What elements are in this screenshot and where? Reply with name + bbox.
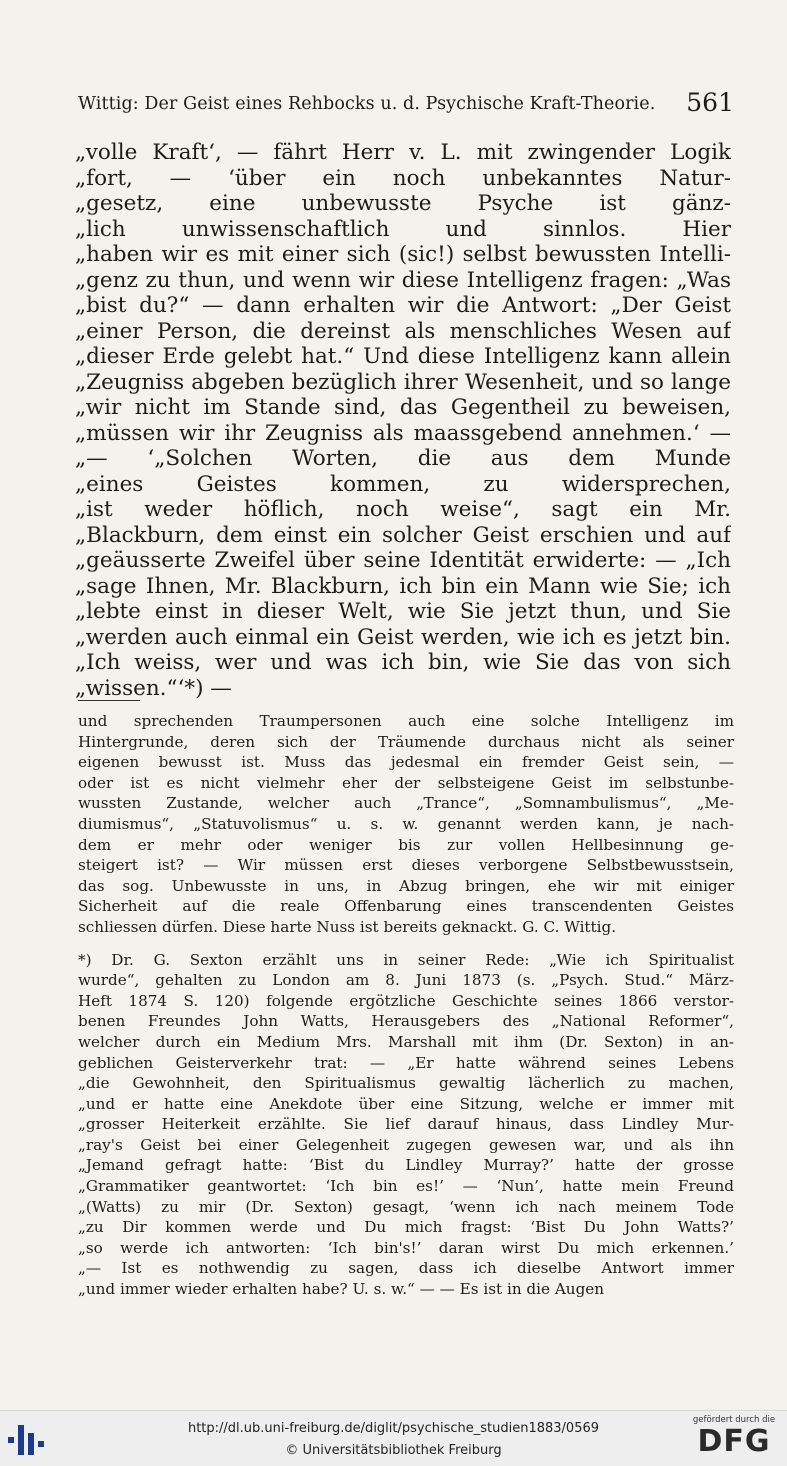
footnote-line: Sicherheit auf die reale Offenbarung eines transcendenten Geistes xyxy=(78,897,734,916)
text-line: „lich unwissenschaftlich und sinnlos. Hier xyxy=(75,216,731,242)
text-line: „genz zu thun, und wenn wir diese Intelligenz fragen: „Was xyxy=(75,267,731,293)
footnote-line: Heft 1874 S. 120) folgende ergötzliche Geschichte seines 1866 verstor- xyxy=(78,991,734,1010)
text-line: „wir nicht im Stande sind, das Gegentheil zu beweisen, xyxy=(75,395,731,420)
dfg-tagline: gefördert durch die xyxy=(692,1415,776,1425)
footnote-line: „zu Dir kommen werde und Du mich fragst: ‘Bist Du John Watts?’ xyxy=(78,1218,734,1237)
text-line: „volle Kraft‘, — fährt Herr v. L. mit zwingender Logik xyxy=(75,140,731,165)
footnote-line: „Grammatiker geantwortet: ‘Ich bin es!’ — ‘Nun’, hatte mein Freund xyxy=(78,1177,734,1196)
page-number: 561 xyxy=(686,88,734,117)
text-line: „sage Ihnen, Mr. Blackburn, ich bin ein Mann wie Sie; ich xyxy=(75,573,731,599)
text-line: „gesetz, eine unbewusste Psyche ist gänz- xyxy=(75,191,731,216)
footnote-line: Hintergrunde, deren sich der Träumende durchaus nicht als seiner xyxy=(78,732,734,751)
copyright-notice: © Universitätsbibliothek Freiburg xyxy=(285,1443,502,1458)
text-line: „wissen.“‘*) — xyxy=(75,675,232,701)
footnote-star xyxy=(78,950,734,1300)
footnote-line: „und er hatte eine Anekdote über eine Sitzung, welche er immer mit xyxy=(78,1094,734,1113)
text-line: „haben wir es mit einer sich (sic!) selbst bewussten Intelli- xyxy=(75,242,731,267)
text-line: „bist du?“ — dann erhalten wir die Antwort: „Der Geist xyxy=(75,293,731,318)
footnote-line: „so werde ich antworten: ‘Ich bin's!’ daran wirst Du mich erkennen.’ xyxy=(78,1238,734,1257)
text-line: „— ‘„Solchen Worten, die aus dem Munde xyxy=(75,446,731,471)
footnote-line: „grosser Heiterkeit erzählte. Sie lief darauf hinaus, dass Lindley Mur- xyxy=(78,1115,734,1134)
page-url-link[interactable]: http://dl.ub.uni-freiburg.de/diglit/psychische_studien1883/0569 xyxy=(187,1421,600,1436)
main-text xyxy=(75,140,731,701)
footnote-line: diumismus“, „Statuvolismus“ u. s. w. genannt werden kann, je nach- xyxy=(78,814,734,833)
dfg-wordmark: DFG xyxy=(697,1424,771,1459)
text-line: „Ich weiss, wer und was ich bin, wie Sie das von sich xyxy=(75,650,731,675)
text-line: „Blackburn, dem einst ein solcher Geist erschien und auf xyxy=(75,522,731,548)
footnote-line: „und immer wieder erhalten habe? U. s. w.“ — — Es ist in die Augen xyxy=(78,1280,605,1299)
footnote-line: dem er mehr oder weniger bis zur vollen Hellbesinnung ge- xyxy=(78,835,734,854)
footnote-line: „— Ist es nothwendig zu sagen, dass ich dieselbe Antwort immer xyxy=(78,1259,734,1278)
footnote-line: oder ist es nicht vielmehr eher der selbsteigene Geist im selbstunbe- xyxy=(78,773,734,792)
viewer-footer xyxy=(0,1410,787,1466)
footnote-continuation xyxy=(78,711,734,938)
text-line: „müssen wir ihr Zeugniss als maassgebend annehmen.‘ — xyxy=(75,420,731,446)
footnote-line: „die Gewohnheit, den Spiritualismus gewaltig lächerlich zu machen, xyxy=(78,1074,734,1093)
footnote-line: steigert ist? — Wir müssen erst dieses verborgene Selbstbewusstsein, xyxy=(78,856,734,875)
text-line: „ist weder höflich, noch weise“, sagt ein Mr. xyxy=(75,497,731,522)
text-line: „dieser Erde gelebt hat.“ Und diese Intelligenz kann allein xyxy=(75,344,731,369)
footnote-line: „(Watts) zu mir (Dr. Sexton) gesagt, ‘wenn ich nach meinem Tode xyxy=(78,1197,734,1216)
footnote-line: benen Freundes John Watts, Herausgebers des „National Reformer“, xyxy=(78,1012,734,1031)
footnote-line: wussten Zustande, welcher auch „Trance“, „Somnambulismus“, „Me- xyxy=(78,794,734,813)
text-line: „lebte einst in dieser Welt, wie Sie jetzt thun, und Sie xyxy=(75,599,731,624)
running-title: Wittig: Der Geist eines Rehbocks u. d. Psychische Kraft-Theorie. xyxy=(78,94,656,114)
text-line: „werden auch einmal ein Geist werden, wie ich es jetzt bin. xyxy=(75,624,731,650)
footnote-line: das sog. Unbewusste in uns, in Abzug bringen, ehe wir mit einiger xyxy=(78,876,734,895)
footnote-line: „ray's Geist bei einer Gelegenheit zugegen gewesen war, und als ihn xyxy=(78,1135,734,1154)
dfg-logo xyxy=(689,1415,779,1463)
text-line: „Zeugniss abgeben bezüglich ihrer Wesenheit, und so lange xyxy=(75,369,731,395)
footnote-line: „Jemand gefragt hatte: ‘Bist du Lindley Murray?’ hatte der grosse xyxy=(78,1156,734,1175)
footnote-line: und sprechenden Traumpersonen auch eine solche Intelligenz im xyxy=(78,712,734,730)
footnote-line: schliessen dürfen. Diese harte Nuss ist bereits geknackt. G. C. Wittig. xyxy=(78,917,617,936)
footnote-line: wurde“, gehalten zu London am 8. Juni 1873 (s. „Psych. Stud.“ März- xyxy=(78,971,734,990)
text-line: „fort, — ‘über ein noch unbekanntes Natur- xyxy=(75,165,731,191)
text-line: „eines Geistes kommen, zu widersprechen, xyxy=(75,471,731,497)
footnote-line: eigenen bewusst ist. Muss das jedesmal ein fremder Geist sein, — xyxy=(78,753,734,772)
footnote-separator xyxy=(78,700,140,701)
page-header xyxy=(78,90,734,120)
footnote-line: *) Dr. G. Sexton erzählt uns in seiner Rede: „Wie ich Spiritualist xyxy=(78,950,734,969)
footnote-line: geblichen Geisterverkehr trat: — „Er hatte während seines Lebens xyxy=(78,1053,734,1072)
footnotes xyxy=(78,711,734,1300)
text-line: „einer Person, die dereinst als menschliches Wesen auf xyxy=(75,318,731,344)
text-line: „geäusserte Zweifel über seine Identität erwiderte: — „Ich xyxy=(75,548,731,573)
footnote-line: welcher durch ein Medium Mrs. Marshall mit ihm (Dr. Sexton) in an- xyxy=(78,1032,734,1051)
